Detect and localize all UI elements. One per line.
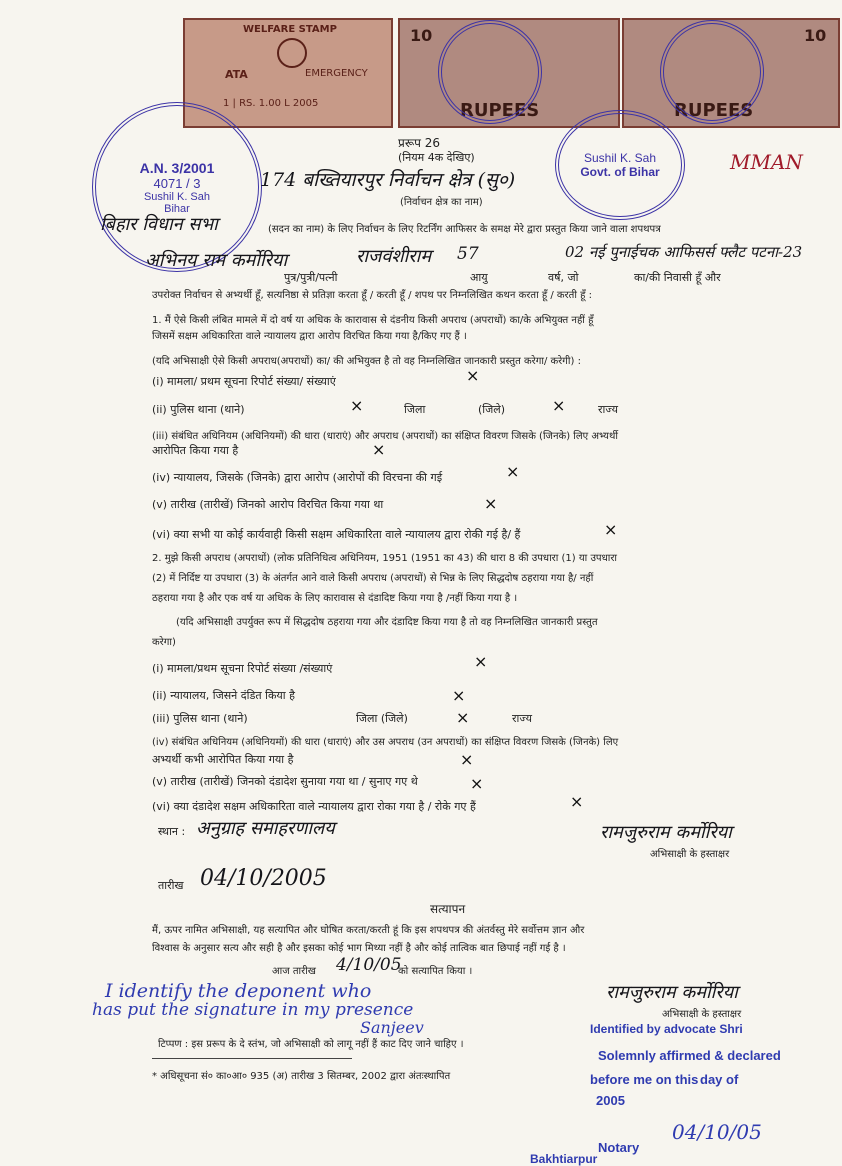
welfare-stamp-line3: 1 | RS. 1.00 L 2005 bbox=[223, 98, 319, 109]
notary-signature: 04/10/05 bbox=[672, 1120, 762, 1144]
welfare-stamp-line2: EMERGENCY bbox=[305, 68, 368, 79]
seal-midright-line2: Govt. of Bihar bbox=[580, 165, 660, 179]
identification-handwritten-3: Sanjeev bbox=[360, 1018, 424, 1037]
s1-jila: जिला bbox=[404, 403, 426, 416]
verification-line2: विश्वास के अनुसार सत्य और सही है और इसका कोई भाग मिथ्या नहीं है और कोई तात्विक बात छिपाई नहीं गई है । bbox=[152, 943, 566, 954]
s1-cross-iii: × bbox=[372, 440, 386, 459]
notary-line6: Notary bbox=[598, 1140, 640, 1155]
notary-line4: day of bbox=[700, 1072, 739, 1087]
s2-note2: करेगा) bbox=[152, 637, 176, 648]
verification-date-handwritten: 4/10/05 bbox=[336, 955, 402, 975]
house-name-handwritten: बिहार विधान सभा bbox=[100, 214, 218, 235]
s1-item-ii: (ii) पुलिस थाना (थाने) bbox=[152, 403, 245, 416]
verification-date-suffix: को सत्यापित किया । bbox=[398, 966, 473, 977]
s2-item-iv: (iv) संबंधित अधिनियम (अधिनियमों) की धारा (धाराएं) और उस अपराध (उन अपराधों) का संक्षिप्त विवरण जिसके (जिनके) लिए bbox=[152, 737, 619, 748]
note-tip: टिप्पण : इस प्ररूप के दे स्तंभ, जो अभिसाक्षी को लागू नहीं हैं काट दिए जाने चाहिए । bbox=[158, 1039, 464, 1050]
seal-left-line1: A.N. 3/2001 bbox=[139, 159, 215, 176]
s2-note1: (यदि अभिसाक्षी उपर्युक्त रूप में सिद्धदोष ठहराया गया और दंडादिष्ट किया गया है तो वह निम्नलिखित जानकारी प्रस्तुत bbox=[176, 617, 598, 628]
deponent-signature-2: रामजुरुराम कर्मोरिया bbox=[606, 982, 738, 1003]
seal-left-line4: Bihar bbox=[164, 202, 190, 215]
seal-midright-line1: Sushil K. Sah bbox=[583, 151, 657, 165]
verification-line1: मैं, ऊपर नामित अभिसाक्षी, यह सत्यापित और घोषित करता/करती हूं कि इस शपथपत्र की अंतर्वस्तु मेरे सर्वोत्तम ज्ञान और bbox=[152, 925, 585, 936]
form-rule: (नियम 4क देखिए) bbox=[398, 151, 475, 164]
verification-title: सत्यापन bbox=[430, 902, 466, 916]
date-label: तारीख bbox=[158, 879, 184, 892]
deponent-name-handwritten: अभिनय राम कर्मोरिया bbox=[145, 250, 288, 271]
s1-item-i: (i) मामला/ प्रथम सूचना रिपोर्ट संख्या/ संख्याएं bbox=[152, 375, 336, 388]
welfare-stamp-line1: ATA bbox=[225, 68, 248, 81]
seal-left-line2: 4071 / 3 bbox=[153, 175, 201, 191]
s1-text2: जिसमें सक्षम अधिकारिता वाले न्यायालय द्वारा आरोप विरचित किया गया है/किए गए हैं । bbox=[152, 331, 467, 342]
age-label: आयु bbox=[470, 271, 488, 284]
deponent-signature-1: रामजुरुराम कर्मोरिया bbox=[600, 822, 732, 843]
place-label: स्थान : bbox=[158, 825, 186, 838]
notary-line5: 2005 bbox=[596, 1093, 625, 1108]
s2-item-i: (i) मामला/प्रथम सूचना रिपोर्ट संख्या /संख्याएं bbox=[152, 662, 333, 675]
notary-line1: Identified by advocate Shri bbox=[590, 1022, 743, 1036]
s1-cross-v: × bbox=[484, 494, 498, 513]
identification-handwritten-1: I identify the deponent who bbox=[105, 980, 372, 1002]
revenue-stamp-2-value: 10 bbox=[804, 26, 827, 45]
s1-cross-vi: × bbox=[604, 520, 618, 539]
verification-date-label: आज तारीख bbox=[272, 966, 316, 977]
s1-cross-i: × bbox=[466, 366, 480, 385]
s1-item-vi: (vi) क्या सभी या कोई कार्यवाही किसी सक्षम अधिकारिता वाले न्यायालय द्वारा रोकी गई है/ हैं bbox=[152, 528, 521, 541]
constituency-handwritten: 174 बख्तियारपुर निर्वाचन क्षेत्र (सु०) bbox=[260, 169, 516, 191]
s2-line1: 2. मुझे किसी अपराध (अपराधों) (लोक प्रतिनिधित्व अधिनियम, 1951 (1951 का 43) की धारा 8 की उपधारा (1) या उपधारा bbox=[152, 553, 618, 564]
s2-item-iii: (iii) पुलिस थाना (थाने) bbox=[152, 712, 248, 725]
s2-cross-v: × bbox=[470, 774, 484, 793]
notary-line7: Bakhtiarpur bbox=[530, 1152, 598, 1166]
notary-seal-top-right bbox=[660, 20, 764, 124]
s2-cross-iv: × bbox=[460, 750, 474, 769]
welfare-stamp-emblem-icon bbox=[277, 38, 307, 68]
signature-label-1: अभिसाक्षी के हस्ताक्षर bbox=[650, 849, 730, 860]
s2-rajya: राज्य bbox=[512, 712, 533, 725]
para-house: (सदन का नाम) के लिए निर्वाचन के लिए रिटर्निंग आफिसर के समक्ष मेरे द्वारा प्रस्तुत किया जाने वाला शपथपत्र bbox=[268, 224, 661, 235]
s2-cross-ii: × bbox=[452, 686, 466, 705]
s2-item-iv-b: अभ्यर्थी कभी आरोपित किया गया है bbox=[152, 753, 294, 766]
top-right-signature: MMAN bbox=[730, 150, 803, 174]
age-handwritten: 57 bbox=[457, 244, 479, 264]
s2-line2: (2) में निर्दिष्ट या उपधारा (3) के अंतर्गत आने वाले किसी अपराध (अपराधों) से भिन्न के लिए सिद्धदोष ठहराया गया है/ नहीं bbox=[152, 573, 594, 584]
notary-stamp bbox=[590, 1022, 743, 1036]
address-handwritten: 02 नई पुनाईचक आफिसर्स फ्लैट पटना-23 bbox=[565, 243, 803, 261]
s2-cross-iii: × bbox=[456, 708, 470, 727]
s1-cross-iv: × bbox=[506, 462, 520, 481]
date-handwritten: 04/10/2005 bbox=[200, 866, 327, 891]
s1-text1: 1. मैं ऐसे किसी लंबित मामले में दो वर्ष या अधिक के कारावास से दंडनीय किसी अपराध (अपराधों) का/के अभियुक्त नहीं हूँ bbox=[152, 315, 594, 326]
revenue-stamp-2-label: RUPEES bbox=[674, 100, 754, 121]
s1-note: (यदि अभिसाक्षी ऐसे किसी अपराध(अपराधों) का/ की अभियुक्त है तो वह निम्नलिखित जानकारी प्रस्तुत करेगा/ करेगी) : bbox=[152, 356, 581, 367]
relation-label: पुत्र/पुत्री/पत्नी bbox=[284, 271, 338, 284]
place-handwritten: अनुग्राह समाहरणालय bbox=[196, 818, 335, 839]
s2-cross-i: × bbox=[474, 652, 488, 671]
s1-cross-ii-a: × bbox=[350, 396, 364, 415]
s2-item-vi: (vi) क्या दंडादेश सक्षम अधिकारिता वाले न्यायालय द्वारा रोका गया है / रोके गए हैं bbox=[152, 800, 476, 813]
father-name-handwritten: राजवंशीराम bbox=[356, 246, 432, 267]
s1-jile: (जिले) bbox=[478, 403, 506, 416]
seal-left-line3: Sushil K. Sah bbox=[143, 190, 211, 203]
resident-label: का/की निवासी हूँ और bbox=[634, 271, 721, 284]
revenue-stamp-1-value: 10 bbox=[410, 26, 433, 45]
notary-seal-mid-right bbox=[555, 110, 685, 220]
welfare-stamp-header: WELFARE STAMP bbox=[243, 24, 337, 35]
notary-seal-top-mid bbox=[438, 20, 542, 124]
notary-seal-left bbox=[92, 102, 262, 272]
years-label: वर्ष, जो bbox=[548, 271, 579, 284]
s1-item-v: (v) तारीख (तारीखें) जिनको आरोप विरचित किया गया था bbox=[152, 498, 384, 511]
constituency-label: (निर्वाचन क्षेत्र का नाम) bbox=[400, 197, 483, 208]
s2-line3: ठहराया गया है और एक वर्ष या अधिक के लिए कारावास से दंडादिष्ट किया गया है /नहीं किया गया है । bbox=[152, 593, 518, 604]
s1-rajya: राज्य bbox=[598, 403, 619, 416]
s2-item-v: (v) तारीख (तारीखें) जिनको दंडादेश सुनाया गया था / सुनाए गए थे bbox=[152, 775, 418, 788]
notary-line3: before me on this bbox=[590, 1072, 699, 1087]
s2-item-ii: (ii) न्यायालय, जिसने दंडित किया है bbox=[152, 689, 295, 702]
s1-item-iii: (iii) संबंधित अधिनियम (अधिनियमों) की धारा (धाराएं) और अपराध (अपराधों) का संक्षिप्त विवरण जिसके (जिनके) लिए अभ्यर्थी bbox=[152, 431, 618, 442]
s2-cross-vi: × bbox=[570, 792, 584, 811]
identification-handwritten-2: has put the signature in my presence bbox=[92, 1000, 414, 1020]
s2-jila: जिला (जिले) bbox=[356, 712, 408, 725]
signature-label-2: अभिसाक्षी के हस्ताक्षर bbox=[662, 1009, 742, 1020]
footnote: * अधिसूचना सं० का०आ० 935 (अ) तारीख 3 सितम्बर, 2002 द्वारा अंतःस्थापित bbox=[152, 1071, 451, 1082]
form-number: प्ररूप 26 bbox=[398, 136, 441, 150]
footnote-divider bbox=[152, 1058, 352, 1059]
s1-item-iii-b: आरोपित किया गया है bbox=[152, 444, 239, 457]
revenue-stamp-1-label: RUPEES bbox=[460, 100, 540, 121]
s1-cross-ii-b: × bbox=[552, 396, 566, 415]
oath-line: उपरोक्त निर्वाचन से अभ्यर्थी हूँ, सत्यनिष्ठा से प्रतिज्ञा करता हूँ / करती हूँ / शपथ पर निम्नलिखित कथन करता हूँ / करती हूँ : bbox=[152, 290, 592, 301]
s1-item-iv: (iv) न्यायालय, जिसके (जिनके) द्वारा आरोप (आरोपों की विरचना की गई bbox=[152, 471, 443, 484]
notary-line2: Solemnly affirmed & declared bbox=[598, 1048, 781, 1063]
